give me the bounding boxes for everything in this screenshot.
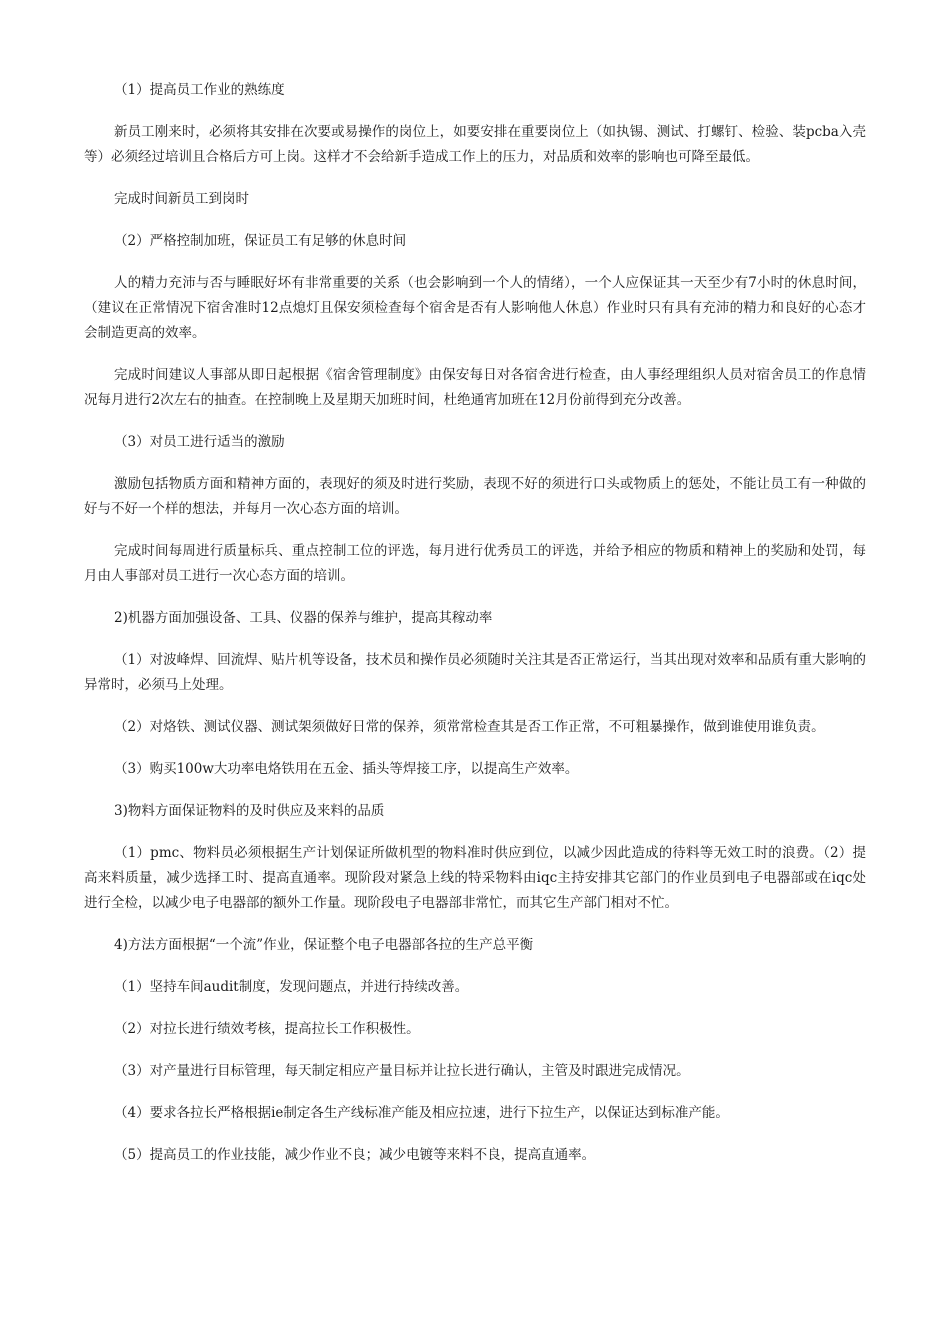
paragraph-7: （3）对员工进行适当的激励 [114,434,285,450]
paragraph-11: （1）对波峰焊、回流焊、贴片机等设备，技术员和操作员必须随时关注其是否正常运行，当其出现对效率和品质有重大影响的异常时，必须马上处理。 [84,652,866,693]
paragraph-5: 人的精力充沛与否与睡眠好坏有非常重要的关系（也会影响到一个人的情绪），一个人应保证其一天至少有7小时的休息时间，（建议在正常情况下宿舍准时12点熄灯且保安须检查每个宿舍是否有人影响他人休息）作业时只有具有充沛的精力和良好的心态才会制造更高的效率。 [84,275,866,341]
paragraph-8: 激励包括物质方面和精神方面的，表现好的须及时进行奖励，表现不好的须进行口头或物质上的惩处，不能让员工有一种做的好与不好一个样的想法，并每月一次心态方面的培训。 [84,476,866,517]
paragraph-12: （2）对烙铁、测试仪器、测试架须做好日常的保养，须常常检查其是否工作正常，不可粗暴操作，做到谁使用谁负责。 [114,719,825,735]
paragraph-18: （2）对拉长进行绩效考核，提高拉长工作积极性。 [114,1021,420,1037]
document-body [84,78,866,1185]
paragraph-13: （3）购买100w大功率电烙铁用在五金、插头等焊接工序，以提高生产效率。 [114,761,579,777]
paragraph-19: （3）对产量进行目标管理，每天制定相应产量目标并让拉长进行确认，主管及时跟进完成情况。 [114,1063,690,1079]
paragraph-20: （4）要求各拉长严格根据ie制定各生产线标准产能及相应拉速，进行下拉生产，以保证达到标准产能。 [114,1105,729,1121]
paragraph-17: （1）坚持车间audit制度，发现问题点，并进行持续改善。 [114,979,469,995]
paragraph-21: （5）提高员工的作业技能，减少作业不良；减少电镀等来料不良，提高直通率。 [114,1147,596,1163]
paragraph-9: 完成时间每周进行质量标兵、重点控制工位的评选，每月进行优秀员工的评选，并给予相应的物质和精神上的奖励和处罚，每月由人事部对员工进行一次心态方面的培训。 [84,543,866,584]
paragraph-15: （1）pmc、物料员必须根据生产计划保证所做机型的物料准时供应到位，以减少因此造成的待料等无效工时的浪费。（2）提高来料质量，减少选择工时、提高直通率。现阶段对紧急上线的特采物料由iqc主持安排其它部门的作业员到电子电器部或在iqc处进行全检，以减少电子电器部的额外工作量。现阶段电子电器部非常忙，而其它生产部门相对不忙。 [84,845,866,911]
paragraph-2: 新员工刚来时，必须将其安排在次要或易操作的岗位上，如要安排在重要岗位上（如执锡、测试、打螺钉、检验、装pcba入壳等）必须经过培训且合格后方可上岗。这样才不会给新手造成工作上的压力，对品质和效率的影响也可降至最低。 [84,124,866,165]
paragraph-16: 4)方法方面根据“一个流”作业，保证整个电子电器部各拉的生产总平衡 [114,937,534,953]
paragraph-14: 3)物料方面保证物料的及时供应及来料的品质 [114,803,385,819]
paragraph-4: （2）严格控制加班，保证员工有足够的休息时间 [114,233,407,249]
paragraph-3: 完成时间新员工到岗时 [114,191,249,207]
paragraph-10: 2)机器方面加强设备、工具、仪器的保养与维护，提高其稼动率 [114,610,493,626]
paragraph-1: （1）提高员工作业的熟练度 [114,82,285,98]
paragraph-6: 完成时间建议人事部从即日起根据《宿舍管理制度》由保安每日对各宿舍进行检查，由人事经理组织人员对宿舍员工的作息情况每月进行2次左右的抽查。在控制晚上及星期天加班时间，杜绝通宵加班在12月份前得到充分改善。 [84,367,866,408]
